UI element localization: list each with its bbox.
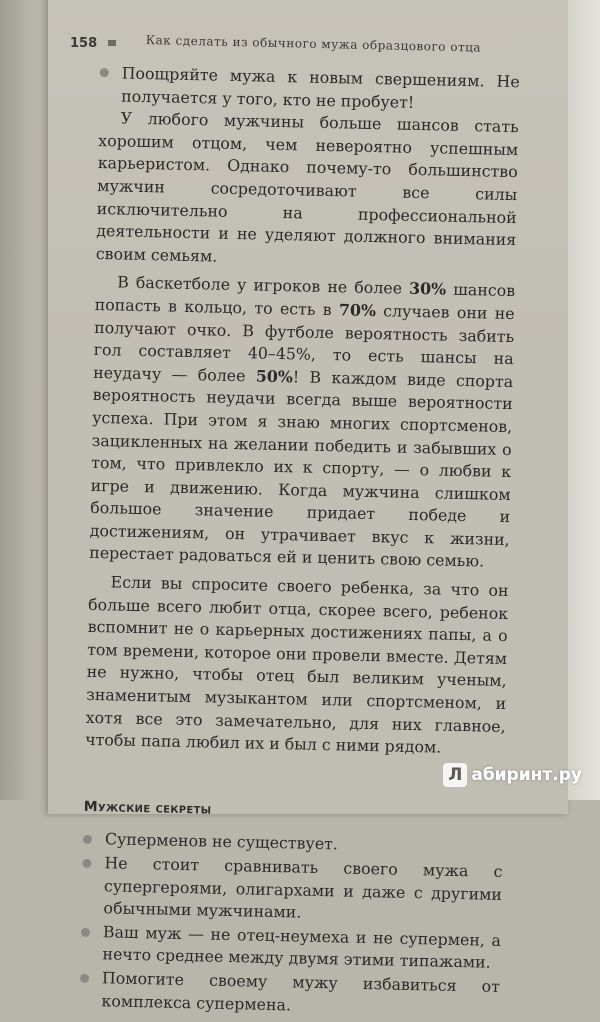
paragraph-2-text-d: ! В каждом виде спорта вероятность неудачи всегда выше вероятности успеха. При этом я знаю многих спортсменов, зацикленных на желании победить и забывших о том, что привлекло их к спорту, — о любви к игре и движению. Когда мужчина слишком большое значение придает победе и достижениям, он утрачивает вкус к жизни, перестает радоваться ей и ценить свою семью. (89, 367, 514, 571)
bullet-icon (83, 835, 92, 844)
page-number: 158 (70, 36, 98, 51)
secrets-list (79, 828, 503, 1021)
list-item (79, 967, 500, 1021)
intro-bullet-text: Поощряйте мужа к новым свершениям. Не получается у того, кто не пробует! (121, 63, 520, 112)
bullet-icon (100, 68, 109, 77)
intro-bullet (99, 62, 520, 116)
paragraph-2-text-b: шансов попасть в кольцо, то есть в (94, 279, 516, 320)
paragraph-2-bold-b: 70% (338, 300, 377, 321)
bullet-icon (81, 928, 90, 937)
next-page-edge (568, 0, 600, 800)
running-title: Как сделать из обычного мужа образцового отца (145, 33, 482, 55)
paragraph-2 (89, 271, 515, 574)
secrets-title: Мужские секреты (83, 798, 212, 818)
header-square-mark (108, 40, 116, 46)
list-item-text: Ваш муж — не отец-неумеха и не супермен, а нечто среднее между двумя этими типажами. (102, 922, 502, 973)
paragraph-2-text-a: В баскетболе у игроков не более (116, 272, 410, 299)
paragraph-3: Если вы спросите своего ребенка, за что он больше всего любит отца, скорее всего, ребенок вспомнит не о карьерных достижениях папы, а о том времени, которое они провели вместе. Детям не нужно, чтобы отец был великим ученым, знаменитым музыкантом или спортсменом, и хотя все это замечательно, для них главное, чтобы папа любил их и был с ними рядом. (85, 572, 509, 757)
list-item-text: Не стоит сравнивать своего мужа с супергероями, олигархами и даже с другими обычными мужчинами. (103, 853, 503, 922)
watermark (443, 762, 582, 788)
paragraph-2-text-c: случаев они не получают очко. В футболе вероятность забить гол составляет 40–45%, то есть шансы на неудачу — более (93, 301, 515, 386)
watermark-text: абиринт.ру (471, 765, 582, 785)
list-item-text: Помогите своему мужу избавиться от комплекса супермена. (101, 968, 501, 1014)
bullet-icon (80, 974, 89, 983)
list-item (81, 852, 502, 929)
labirint-logo-icon: Л (443, 763, 467, 787)
list-item (80, 921, 501, 975)
page-content (79, 62, 520, 1022)
bullet-icon (82, 859, 91, 868)
paragraph-2-bold-c: 50% (255, 366, 294, 386)
paragraph-1: У любого мужчины больше шансов стать хорошим отцом, чем невероятно успешным карьеристом. Однако почему-то большинство мужчин сосредоточивают все силы исключительно на профессиональной деятельности и не уделяют должного внимания своим семьям. (95, 108, 519, 266)
page-header (70, 30, 530, 55)
paragraph-2-bold-a: 30% (408, 279, 447, 299)
list-item-text: Суперменов не существует. (104, 829, 339, 854)
